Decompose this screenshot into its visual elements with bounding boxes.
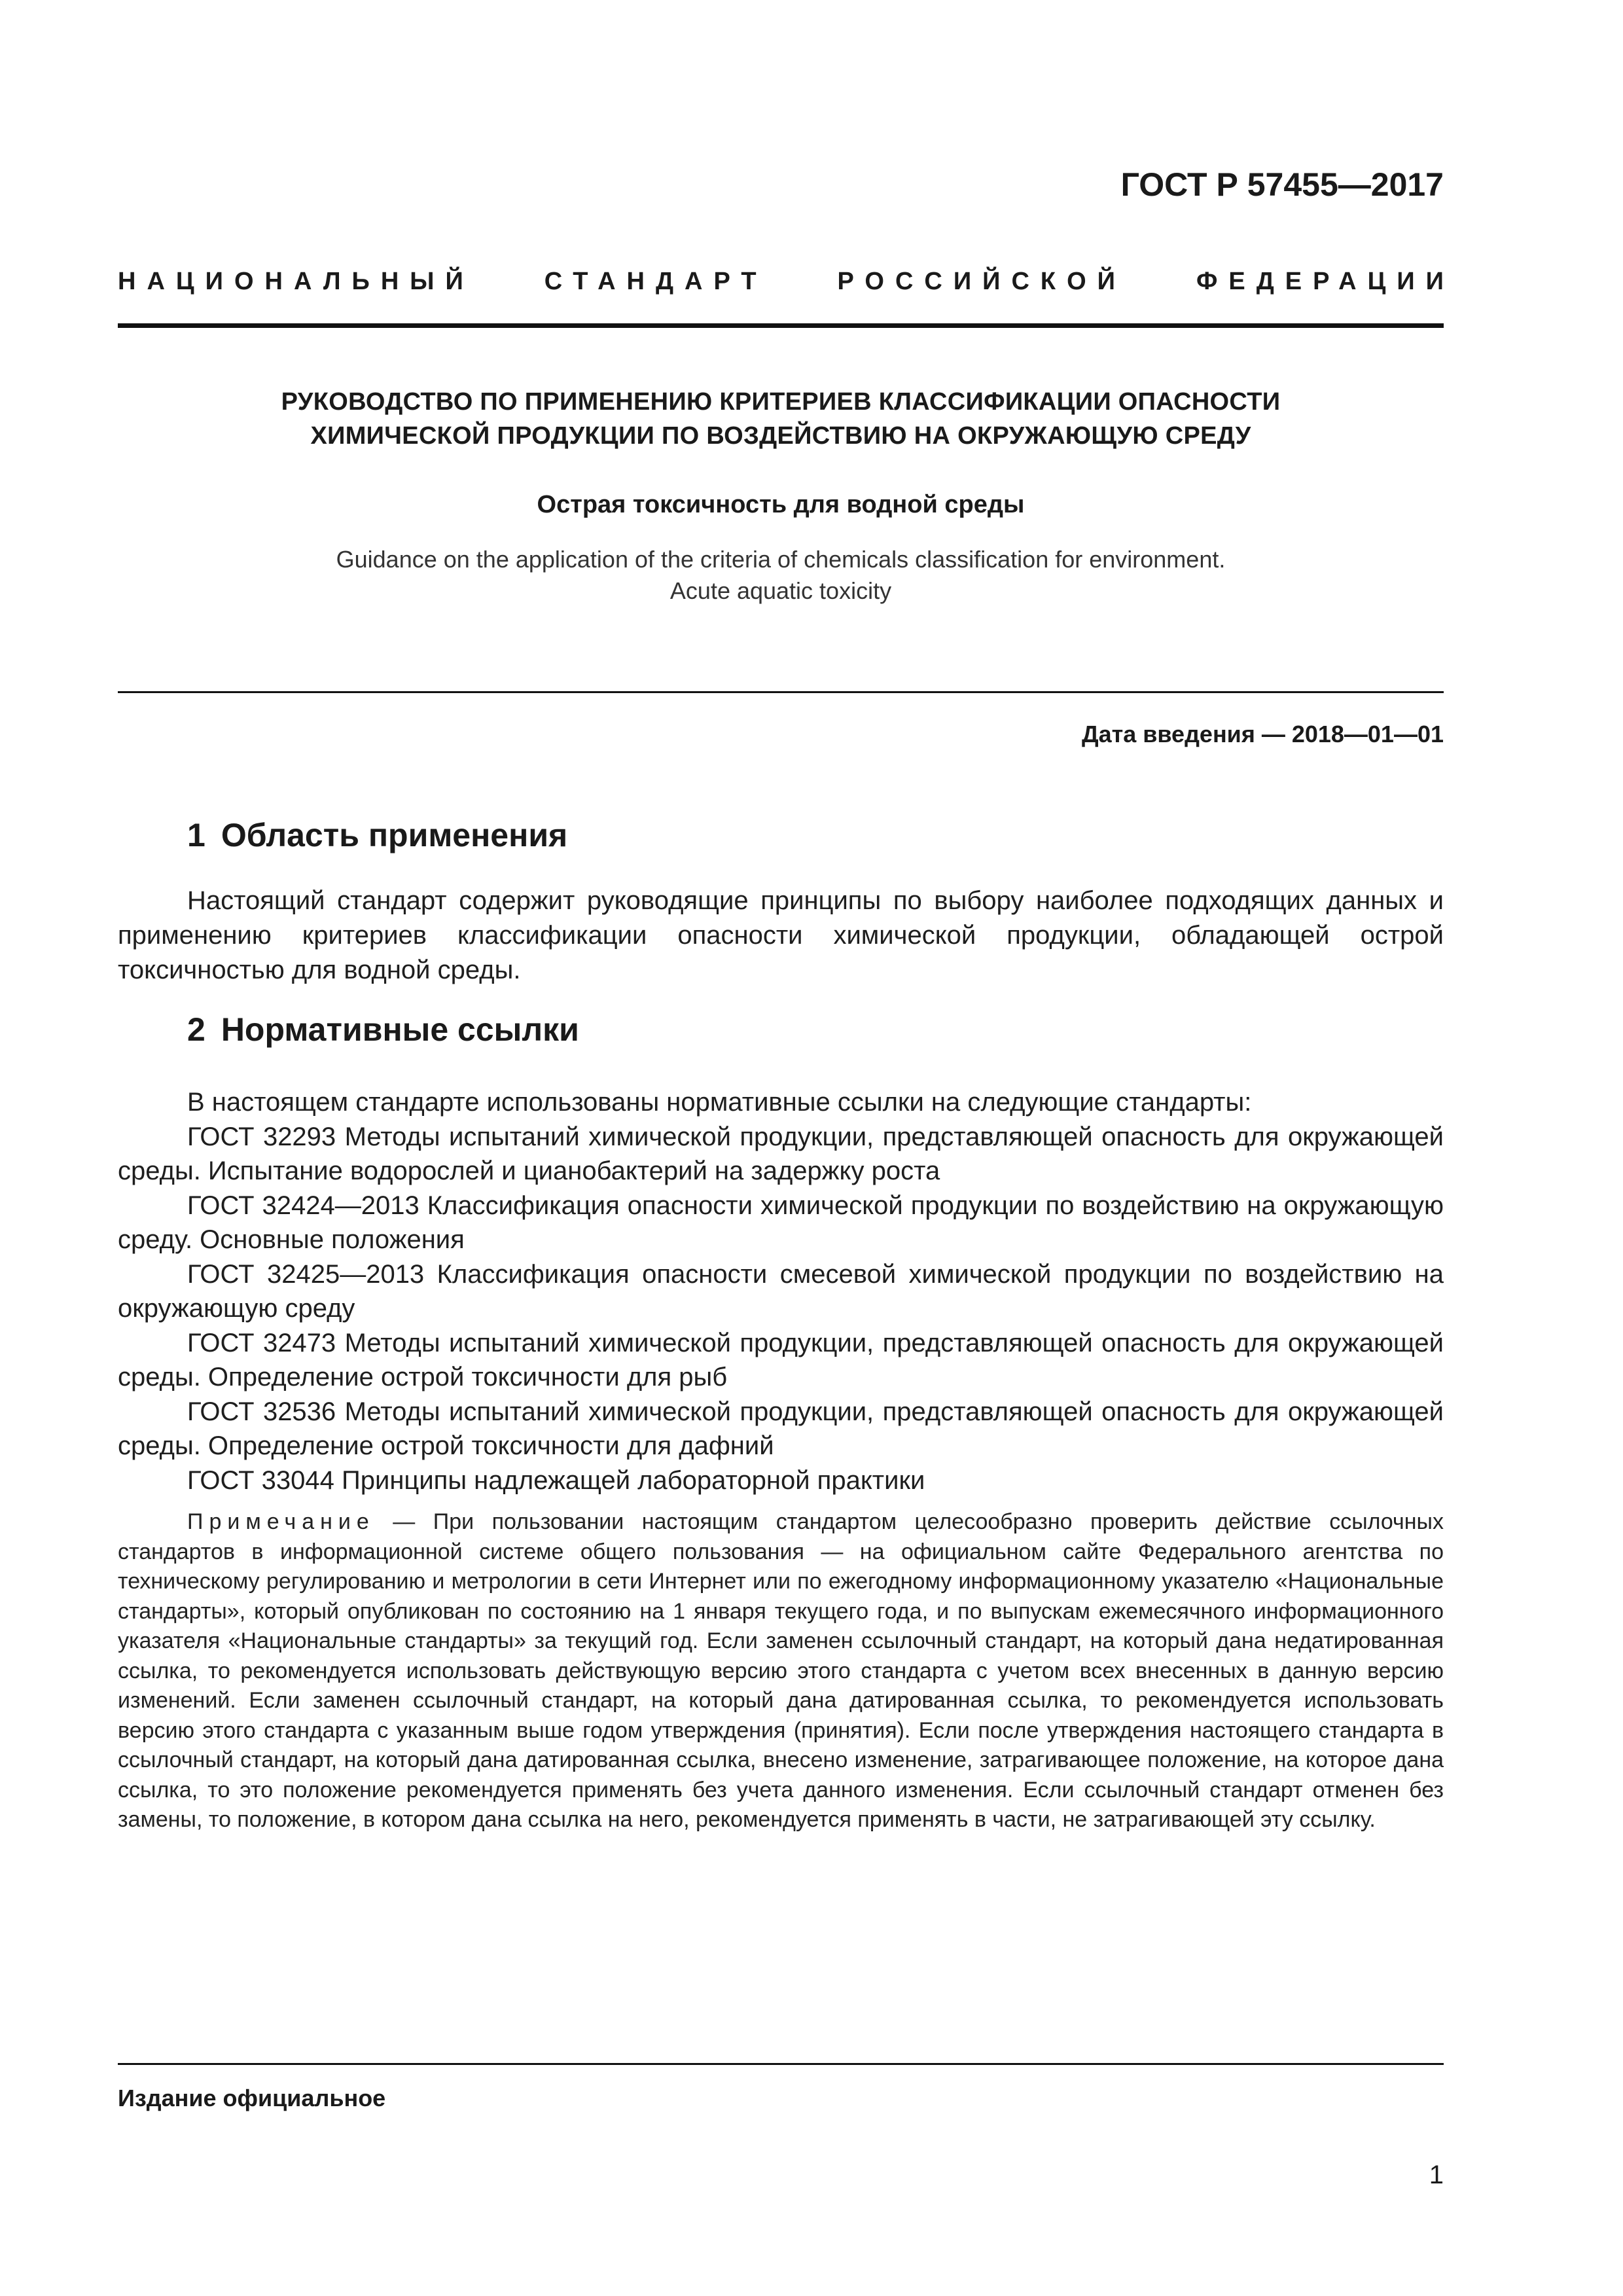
reference-item: ГОСТ 33044 Принципы надлежащей лабораторной практики	[187, 1465, 925, 1495]
section-1-heading	[187, 815, 567, 855]
note-label: Примечание	[187, 1509, 375, 1534]
english-title	[118, 544, 1444, 607]
reference-item: ГОСТ 32473 Методы испытаний химической продукции, представляющей опасность для окружающей среды. Определение острой токсичности для рыб	[118, 1328, 1444, 1391]
banner-word-4: ФЕДЕРАЦИИ	[1196, 268, 1455, 295]
banner-word-2: СТАНДАРТ	[544, 268, 768, 295]
national-standard-banner	[118, 265, 1455, 298]
section-2-title: Нормативные ссылки	[221, 1011, 579, 1048]
section-1-text: Настоящий стандарт содержит руководящие принципы по выбору наиболее подходящих данных и применению критериев классификации опасности химической продукции, обладающей острой токсичностью для водной среды.	[118, 886, 1444, 984]
reference-item: ГОСТ 32424—2013 Классификация опасности химической продукции по воздействию на окружающую среду. Основные положения	[118, 1191, 1444, 1254]
references-list	[118, 1085, 1444, 1498]
banner-word-3: РОССИЙСКОЙ	[837, 268, 1126, 295]
reference-item: ГОСТ 32536 Методы испытаний химической продукции, представляющей опасность для окружающей среды. Определение острой токсичности для дафний	[118, 1397, 1444, 1460]
section-2-heading	[187, 1009, 579, 1050]
introduction-date: Дата введения — 2018—01—01	[1081, 721, 1444, 747]
references-intro: В настоящем стандарте использованы нормативные ссылки на следующие стандарты:	[187, 1088, 1252, 1117]
edition-label: Издание официальное	[118, 2085, 386, 2111]
banner-word-1: НАЦИОНАЛЬНЫЙ	[118, 268, 474, 295]
title-block	[118, 385, 1444, 607]
references-note	[118, 1507, 1444, 1835]
section-1-title: Область применения	[221, 817, 568, 853]
note-text: — При пользовании настоящим стандартом целесообразно проверить действие ссылочных стандартов в информационной системе общего пользования — на официальном сайте Федерального агентства по техническому регулированию и метрологии в сети Интернет или по ежегодному информационному указателю «Национальные стандарты», который опубликован по состоянию на 1 января текущего года, и по выпускам ежемесячного информационного указателя «Национальные стандарты» за текущий год. Если заменен ссылочный стандарт, на который дана недатированная ссылка, то рекомендуется использовать действующую версию этого стандарта с учетом всех внесенных в данную версию изменений. Если заменен ссылочный стандарт, на который дана датированная ссылка, то рекомендуется использовать версию этого стандарта с указанным выше годом утверждения (принятия). Если после утверждения настоящего стандарта в ссылочный стандарт, на который дана датированная ссылка, внесено изменение, затрагивающее положение, на которое дана ссылка, то это положение рекомендуется применять без учета данного изменения. Если ссылочный стандарт отменен без замены, то положение, в котором дана ссылка на него, рекомендуется применять в части, не затрагивающей эту ссылку.	[118, 1509, 1444, 1832]
english-title-line-1: Guidance on the application of the criteria of chemicals classification for environment.	[336, 546, 1226, 573]
english-title-line-2: Acute aquatic toxicity	[669, 577, 892, 604]
page-number: 1	[1429, 2161, 1444, 2189]
document-number: ГОСТ Р 57455—2017	[1120, 166, 1444, 203]
title-line-1: РУКОВОДСТВО ПО ПРИМЕНЕНИЮ КРИТЕРИЕВ КЛАССИФИКАЦИИ ОПАСНОСТИ	[281, 388, 1281, 416]
title-line-2: ХИМИЧЕСКОЙ ПРОДУКЦИИ ПО ВОЗДЕЙСТВИЮ НА ОКРУЖАЮЩУЮ СРЕДУ	[310, 422, 1251, 450]
footer-divider	[118, 2063, 1444, 2065]
reference-item: ГОСТ 32293 Методы испытаний химической продукции, представляющей опасность для окружающей среды. Испытание водорослей и цианобактерий на задержку роста	[118, 1122, 1444, 1185]
subtitle: Острая токсичность для водной среды	[537, 491, 1025, 518]
reference-item: ГОСТ 32425—2013 Классификация опасности смесевой химической продукции по воздействию на окружающую среду	[118, 1259, 1444, 1323]
title-divider	[118, 691, 1444, 693]
header-divider	[118, 323, 1444, 328]
section-1-number: 1	[187, 817, 205, 853]
section-2-number: 2	[187, 1011, 205, 1048]
document-page	[118, 0, 1455, 2296]
